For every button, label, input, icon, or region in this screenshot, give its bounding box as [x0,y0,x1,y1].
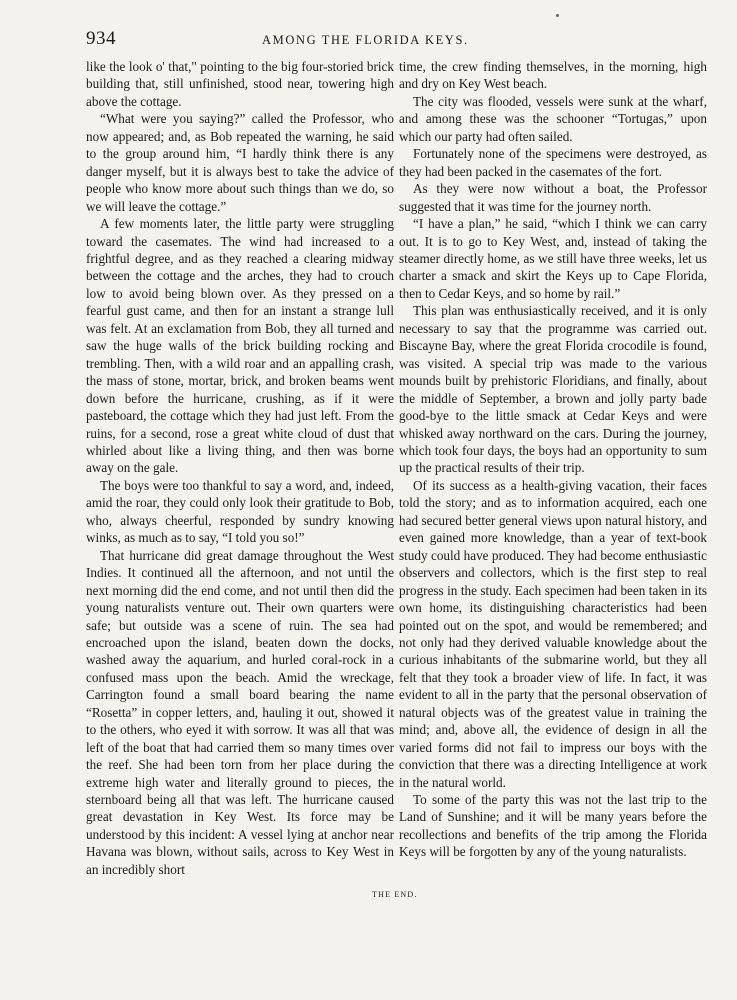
paragraph: time, the crew finding themselves, in the morning, high and dry on Key West beach. [399,59,707,92]
right-column [399,58,707,861]
running-title: AMONG THE FLORIDA KEYS. [262,33,469,47]
paragraph: Of its success as a health-giving vacation, their faces told the story; and as to information acquired, each one had secured better general views upon natural history, and even gained more knowledge, than a year of text-book study could have produced. They had become enthusiastic observers and collectors, which is the first step to real progress in the study. Each specimen had been taken in its own home, its distinguishing characteristics had been pointed out on the spot, and would be remembered; and not only had they derived valuable knowledge about the curious inhabitants of the submarine world, but they all felt that they took a broader view of life. In fact, it was evident to all in the party that the personal observation of natural objects was of the greatest value in training the mind; and, above all, the evidence of design in all the varied forms did not fail to impress our boys with the conviction that there was a directing Intelligence at work in the natural world. [399,477,707,790]
paragraph: The city was flooded, vessels were sunk at the wharf, and among these was the schooner “Tortugas,” upon which our party had often sailed. [399,93,707,144]
left-column [86,58,394,878]
paragraph: like the look o' that," pointing to the big four-storied brick building that, still unfinished, stood near, towering high above the cottage. [86,59,394,109]
print-speck [556,14,559,17]
paragraph: That hurricane did great damage throughout the West Indies. It continued all the afternoon, and not until the next morning did the end come, and not until then did the young naturalists venture out. Their own quarters were safe; but outside was a scene of ruin. The sea had encroached upon the island, beaten down the docks, washed away the aquarium, and hurled coral-rock in a confused mass upon the beach. Amid the wreckage, Carrington found a small board bearing the name “Rosetta” in copper letters, and, hauling it out, showed it to the others, who eyed it with sorrow. It was all that was left of the boat that had carried them so many times over the reef. She had been torn from her place during the extreme high water and literally ground to pieces, the sternboard being all that was left. The hurricane caused great devastation in Key West. Its force may be understood by this incident: A vessel lying at anchor near Havana was blown, without sails, across to Key West in an incredibly short [86,547,394,877]
end-mark: THE END. [372,890,418,899]
paragraph: As they were now without a boat, the Professor suggested that it was time for the journey north. [399,181,707,214]
paragraph: This plan was enthusiastically received, and it is only necessary to say that the programme was carried out. Biscayne Bay, where the great Florida crocodile is found, was visited. A special trip was made to the various mounds built by prehistoric Floridians, and finally, about the middle of September, a brown and jolly party bade good-bye to the little smack at Cedar Keys and were whisked away northward on the cars. During the journey, which took four days, the boys had an opportunity to sum up the practical results of their trip. [399,303,707,476]
paragraph: The boys were too thankful to say a word, and, indeed, amid the roar, they could only look their gratitude to Bob, who, always cheerful, responded by sundry knowing winks, as much as to say, “I told you so!” [86,477,394,546]
paragraph: Fortunately none of the specimens were destroyed, as they had been packed in the casemates of the fort. [399,146,707,179]
paragraph: A few moments later, the little party were struggling toward the casemates. The wind had increased to a frightful degree, and as they reached a clearing midway between the cottage and the arches, they had to crouch low to avoid being blown over. As they pressed on a fearful gust came, and then for an instant a strange lull was felt. At an exclamation from Bob, they all turned and saw the huge walls of the brick building rocking and trembling. Then, with a wild roar and an appalling crash, the mass of stone, mortar, brick, and broken beams went down before the hurricane, crushing, as if it were pasteboard, the cottage which they had just left. From the ruins, for a second, rose a great white cloud of dust that whirled about like a living thing, and then was borne away on the gale. [86,216,394,476]
paragraph: “What were you saying?” called the Professor, who now appeared; and, as Bob repeated the warning, he said to the group around him, “I hardly think there is any danger myself, but it is always best to take the advice of people who know more about such things than we do, so we will leave the cottage.” [86,111,394,214]
paragraph: To some of the party this was not the last trip to the Land of Sunshine; and it will be many years before the recollections and benefits of the trip among the Florida Keys will be forgotten by any of the young naturalists. [399,792,707,860]
page-number: 934 [86,28,116,49]
paragraph: “I have a plan,” he said, “which I think we can carry out. It is to go to Key West, and, instead of taking the steamer directly home, as we still have three weeks, let us charter a smack and skirt the Keys up to Cape Florida, then to Cedar Keys, and so home by rail.” [399,216,707,301]
